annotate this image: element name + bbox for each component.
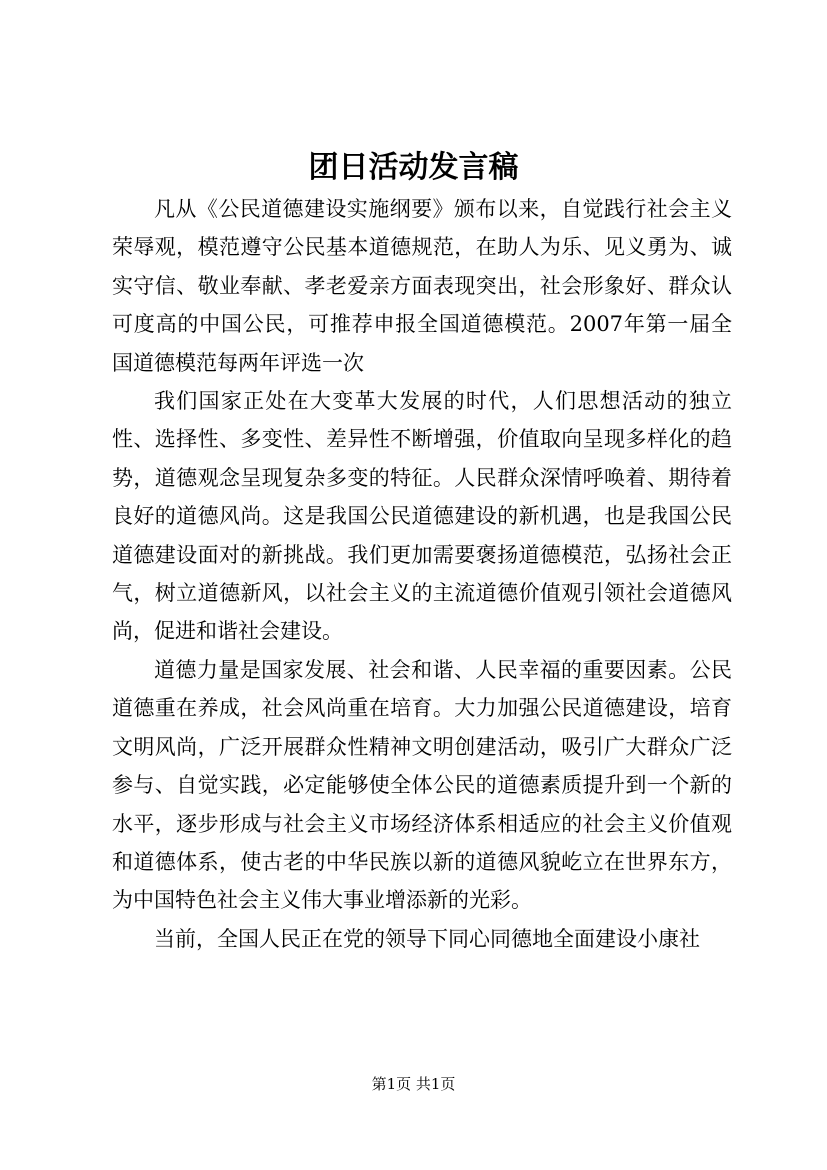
page-footer: 第1页 共1页 [371, 1075, 456, 1093]
paragraph-3: 道德力量是国家发展、社会和谐、人民幸福的重要因素。公民道德重在养成，社会风尚重在培育。大力加强公民道德建设，培育文明风尚，广泛开展群众性精神文明创建活动，吸引广大群众广泛参与、自觉实践，必定能够使全体公民的道德素质提升到一个新的水平，逐步形成与社会主义市场经济体系相适应的社会主义价值观和道德体系，使古老的中华民族以新的道德风貌屹立在世界东方，为中国特色社会主义伟大事业增添新的光彩。 [112, 657, 732, 913]
document-body [112, 190, 732, 958]
paragraph-4: 当前，全国人民正在党的领导下同心同德地全面建设小康社 [154, 926, 700, 951]
paragraph-1: 凡从《公民道德建设实施纲要》颁布以来，自觉践行社会主义荣辱观，模范遵守公民基本道德规范，在助人为乐、见义勇为、诚实守信、敬业奉献、孝老爱亲方面表现突出，社会形象好、群众认可度高的中国公民，可推荐申报全国道德模范。2007年第一届全国道德模范每两年评选一次 [112, 197, 732, 375]
document-title: 团日活动发言稿 [308, 150, 519, 185]
paragraph-2: 我们国家正处在大变革大发展的时代，人们思想活动的独立性、选择性、多变性、差异性不断增强，价值取向呈现多样化的趋势，道德观念呈现复杂多变的特征。人民群众深情呼唤着、期待着良好的道德风尚。这是我国公民道德建设的新机遇，也是我国公民道德建设面对的新挑战。我们更加需要褒扬道德模范，弘扬社会正气，树立道德新风，以社会主义的主流道德价值观引领社会道德风尚，促进和谐社会建设。 [112, 389, 732, 644]
